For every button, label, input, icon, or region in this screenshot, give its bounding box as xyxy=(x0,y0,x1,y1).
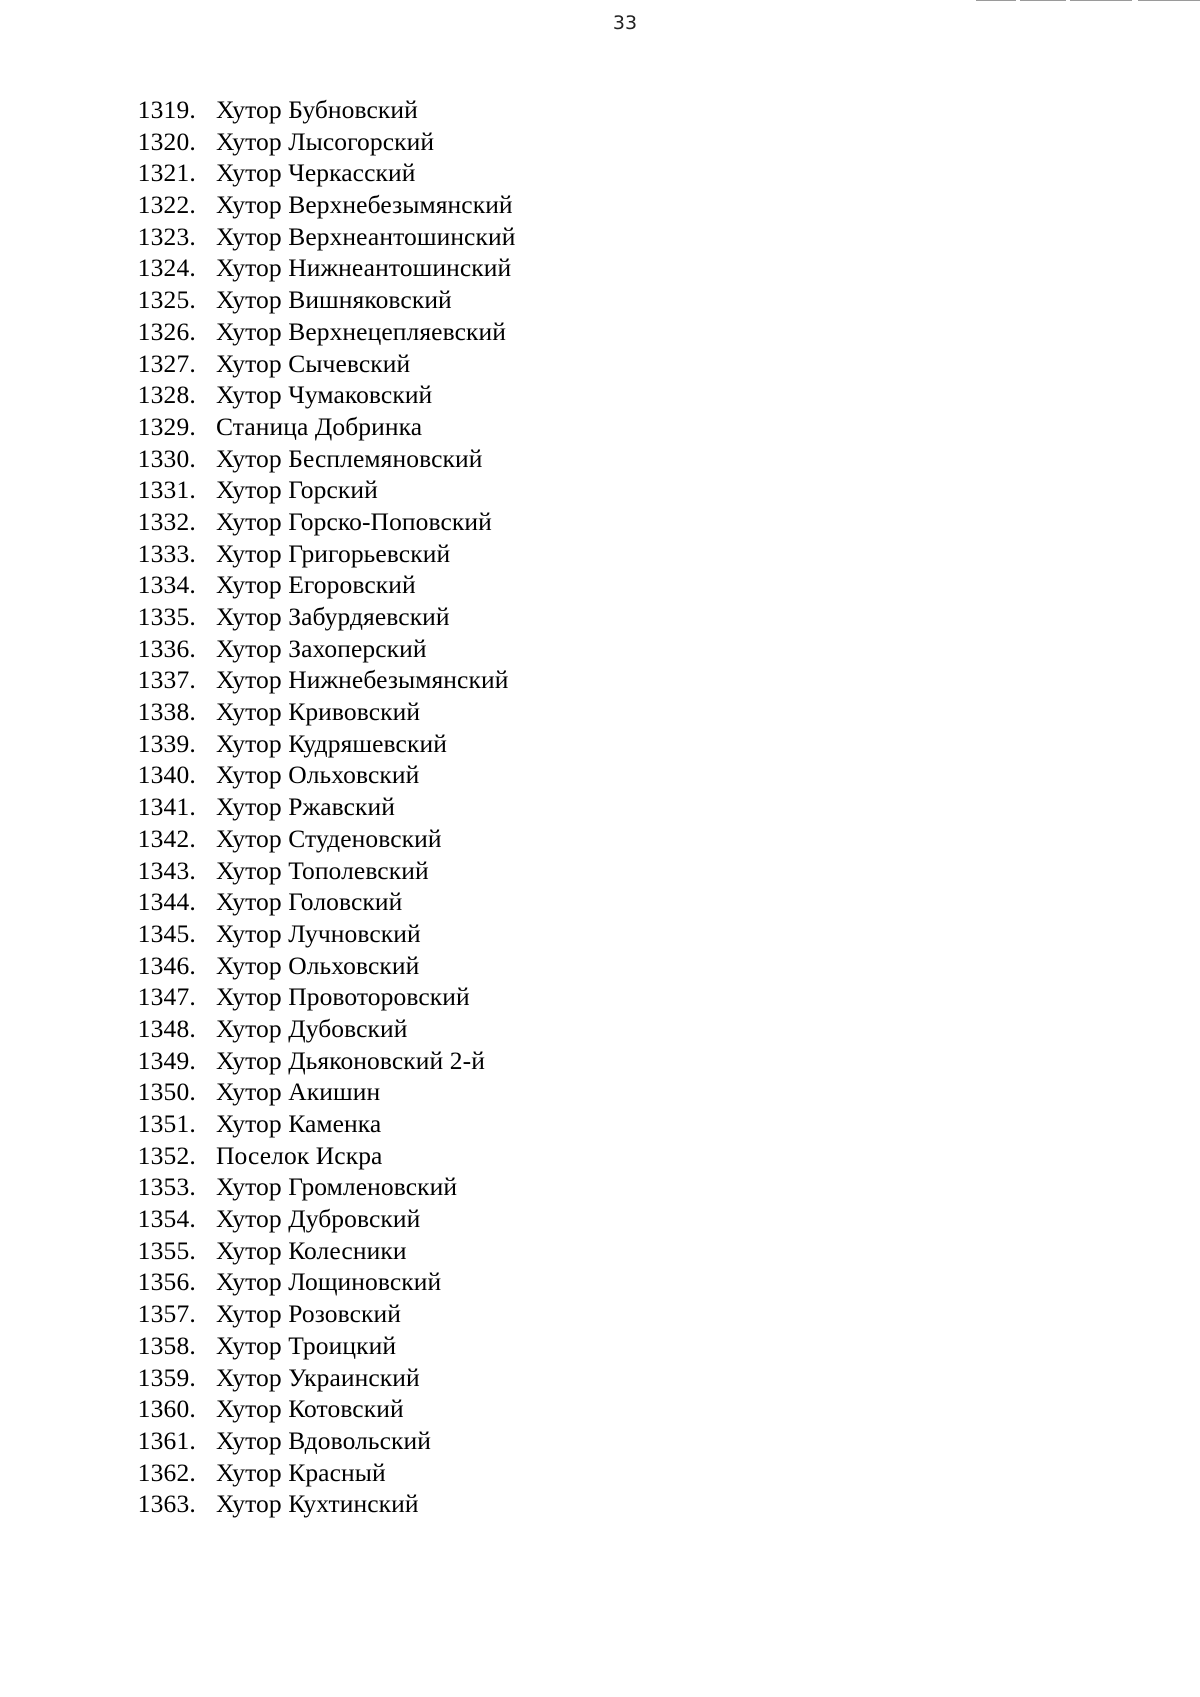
item-number: 1352. xyxy=(137,1140,196,1170)
scan-mark xyxy=(1070,0,1132,1)
list-item xyxy=(0,252,515,284)
list-item xyxy=(0,126,515,158)
settlement-name: Хутор Чумаковский xyxy=(216,380,433,410)
list-item xyxy=(0,1108,515,1140)
list-item xyxy=(0,791,515,823)
item-number: 1362. xyxy=(137,1457,196,1487)
settlement-name: Хутор Бубновский xyxy=(216,95,418,124)
settlement-name: Хутор Провоторовский xyxy=(216,982,470,1012)
settlement-name: Хутор Горский xyxy=(216,475,378,505)
scan-mark xyxy=(1138,0,1200,1)
list-item xyxy=(0,855,515,887)
settlement-name: Хутор Ольховский xyxy=(216,760,420,790)
item-number: 1333. xyxy=(137,538,196,568)
item-number: 1326. xyxy=(137,316,196,346)
list-item xyxy=(0,379,515,411)
item-number: 1349. xyxy=(137,1045,196,1075)
list-item xyxy=(0,538,515,570)
item-number: 1324. xyxy=(137,253,196,283)
item-number: 1319. xyxy=(137,95,196,124)
item-number: 1337. xyxy=(137,665,196,695)
item-number: 1334. xyxy=(137,570,196,600)
item-number: 1347. xyxy=(137,982,196,1012)
list-item xyxy=(0,1457,515,1489)
list-item xyxy=(0,1330,515,1362)
item-number: 1335. xyxy=(137,602,196,631)
settlement-name: Хутор Дубовский xyxy=(216,1013,408,1043)
list-item xyxy=(0,981,515,1013)
item-number: 1328. xyxy=(137,380,196,410)
settlement-name: Хутор Ржавский xyxy=(216,792,396,822)
list-item xyxy=(0,759,515,791)
settlement-name: Хутор Колесники xyxy=(216,1235,407,1265)
list-item xyxy=(0,918,515,950)
list-item xyxy=(0,284,515,316)
list-item xyxy=(0,1235,515,1267)
item-number: 1331. xyxy=(137,475,196,505)
list-item xyxy=(0,1362,515,1394)
settlement-name: Хутор Захоперский xyxy=(216,633,427,663)
settlement-name: Хутор Кухтинский xyxy=(216,1489,419,1519)
list-item xyxy=(0,1298,515,1330)
item-number: 1345. xyxy=(137,918,196,948)
list-item xyxy=(0,1171,515,1203)
settlement-name: Станица Добринка xyxy=(216,411,423,441)
item-number: 1354. xyxy=(137,1204,196,1234)
item-number: 1350. xyxy=(137,1077,196,1107)
list-item xyxy=(0,886,515,918)
item-number: 1336. xyxy=(137,633,196,663)
list-item xyxy=(0,348,515,380)
settlement-name: Хутор Дубровский xyxy=(216,1204,421,1234)
settlement-name: Хутор Дьяконовский 2-й xyxy=(216,1045,485,1075)
settlement-name: Хутор Кривовский xyxy=(216,697,421,727)
list-item xyxy=(0,506,515,538)
item-number: 1348. xyxy=(137,1013,196,1043)
item-number: 1353. xyxy=(137,1172,196,1202)
item-number: 1329. xyxy=(137,411,196,441)
item-number: 1339. xyxy=(137,728,196,758)
item-number: 1355. xyxy=(137,1235,196,1265)
settlement-name: Хутор Тополевский xyxy=(216,855,429,885)
list-item xyxy=(0,443,515,475)
item-number: 1363. xyxy=(137,1489,196,1519)
item-number: 1321. xyxy=(137,158,196,188)
item-number: 1342. xyxy=(137,823,196,853)
item-number: 1332. xyxy=(137,506,196,536)
page-number: 33 xyxy=(612,12,638,34)
list-item xyxy=(0,1013,515,1045)
list-item xyxy=(0,1203,515,1235)
item-number: 1338. xyxy=(137,697,196,727)
settlement-name: Хутор Верхнецепляевский xyxy=(216,316,506,346)
settlement-name: Хутор Украинский xyxy=(216,1362,420,1392)
item-number: 1323. xyxy=(137,221,196,251)
settlement-name: Хутор Григорьевский xyxy=(216,538,451,568)
list-item xyxy=(0,316,515,348)
settlement-name: Хутор Громленовский xyxy=(216,1172,458,1202)
list-item xyxy=(0,1045,515,1077)
settlement-name: Хутор Котовский xyxy=(216,1394,404,1424)
list-item xyxy=(0,569,515,601)
settlement-name: Хутор Акишин xyxy=(216,1077,381,1107)
list-item xyxy=(0,94,515,126)
settlement-name: Хутор Ольховский xyxy=(216,950,420,980)
list-item xyxy=(0,950,515,982)
settlement-name: Хутор Красный xyxy=(216,1457,386,1487)
settlement-name: Хутор Головский xyxy=(216,887,403,917)
settlement-name: Хутор Забурдяевский xyxy=(216,602,450,631)
item-number: 1356. xyxy=(137,1267,196,1297)
list-item xyxy=(0,1393,515,1425)
settlement-name: Хутор Лощиновский xyxy=(216,1267,442,1297)
item-number: 1359. xyxy=(137,1362,196,1392)
settlement-name: Хутор Каменка xyxy=(216,1109,382,1138)
settlement-list xyxy=(0,94,515,1520)
settlement-name: Хутор Верхнебезымянский xyxy=(216,190,513,220)
list-item xyxy=(0,823,515,855)
settlement-name: Хутор Студеновский xyxy=(216,823,442,853)
item-number: 1330. xyxy=(137,443,196,473)
item-number: 1344. xyxy=(137,887,196,917)
item-number: 1343. xyxy=(137,855,196,885)
settlement-name: Хутор Вдовольский xyxy=(216,1425,432,1455)
list-item xyxy=(0,728,515,760)
list-item xyxy=(0,1425,515,1457)
item-number: 1320. xyxy=(137,126,196,156)
list-item xyxy=(0,221,515,253)
item-number: 1346. xyxy=(137,950,196,980)
settlement-name: Поселок Искра xyxy=(216,1140,383,1170)
list-item xyxy=(0,1266,515,1298)
settlement-name: Хутор Троицкий xyxy=(216,1330,397,1360)
item-number: 1351. xyxy=(137,1109,196,1138)
settlement-name: Хутор Нижнебезымянский xyxy=(216,665,509,695)
item-number: 1357. xyxy=(137,1299,196,1329)
settlement-name: Хутор Вишняковский xyxy=(216,285,452,315)
item-number: 1341. xyxy=(137,792,196,822)
list-item xyxy=(0,1140,515,1172)
list-item xyxy=(0,474,515,506)
item-number: 1322. xyxy=(137,190,196,220)
settlement-name: Хутор Верхнеантошинский xyxy=(216,221,516,251)
settlement-name: Хутор Бесплемяновский xyxy=(216,443,483,473)
settlement-name: Хутор Черкасский xyxy=(216,158,416,188)
item-number: 1358. xyxy=(137,1330,196,1360)
settlement-name: Хутор Сычевский xyxy=(216,348,411,378)
list-item xyxy=(0,601,515,633)
item-number: 1361. xyxy=(137,1425,196,1455)
settlement-name: Хутор Лысогорский xyxy=(216,126,435,156)
scan-edge-marks xyxy=(970,0,1200,4)
list-item xyxy=(0,633,515,665)
item-number: 1340. xyxy=(137,760,196,790)
list-item xyxy=(0,1488,515,1520)
list-item xyxy=(0,411,515,443)
list-item xyxy=(0,189,515,221)
item-number: 1327. xyxy=(137,348,196,378)
scan-mark xyxy=(976,0,1016,1)
settlement-name: Хутор Розовский xyxy=(216,1299,401,1329)
list-item xyxy=(0,664,515,696)
list-item xyxy=(0,157,515,189)
settlement-name: Хутор Нижнеантошинский xyxy=(216,253,512,283)
scan-mark xyxy=(1020,0,1066,1)
settlement-name: Хутор Кудряшевский xyxy=(216,728,447,758)
list-item xyxy=(0,1076,515,1108)
item-number: 1360. xyxy=(137,1394,196,1424)
list-item xyxy=(0,696,515,728)
settlement-name: Хутор Горско-Поповский xyxy=(216,506,492,536)
item-number: 1325. xyxy=(137,285,196,315)
settlement-name: Хутор Егоровский xyxy=(216,570,416,600)
settlement-name: Хутор Лучновский xyxy=(216,918,421,948)
